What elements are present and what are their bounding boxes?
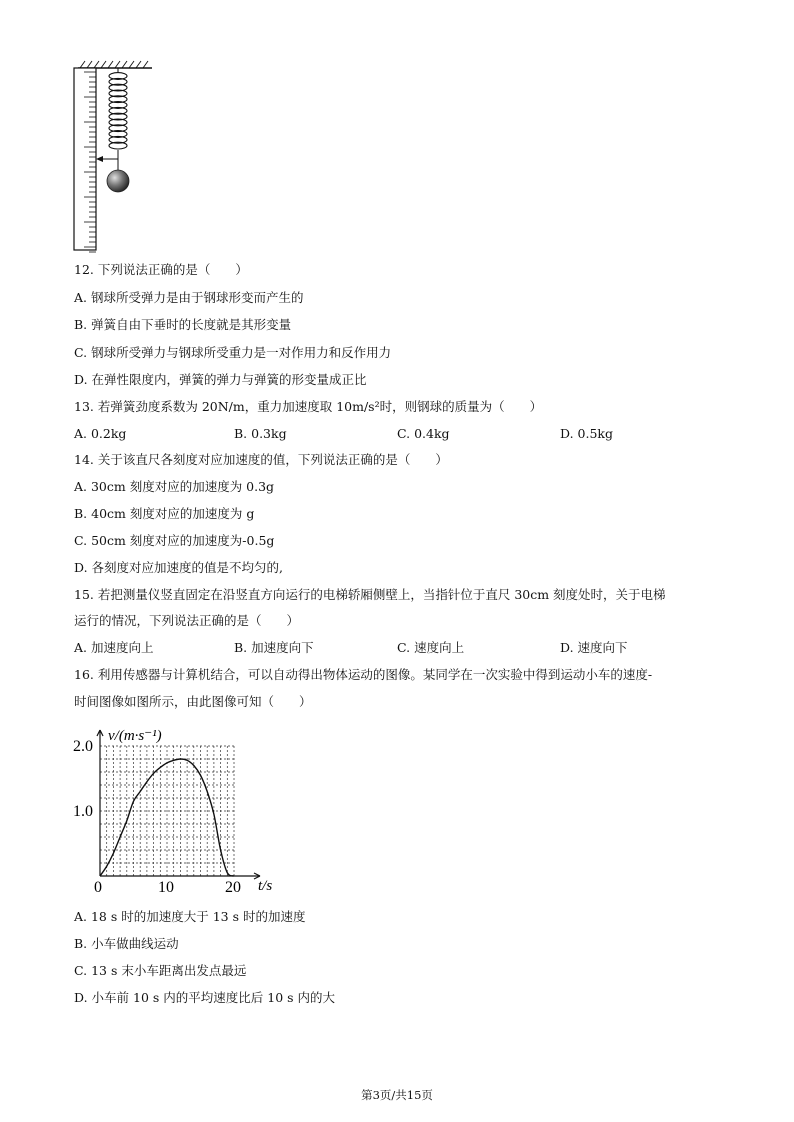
q16-stem-line1: 16. 利用传感器与计算机结合，可以自动得出物体运动的图像。某同学在一次实验中得到运动小车的速度- [74, 667, 653, 682]
q13-option-a: A. 0.2kg [74, 426, 127, 441]
y-axis-label: v/(m·s⁻¹) [108, 728, 162, 744]
q12-option-b: B. 弹簧自由下垂时的长度就是其形变量 [74, 317, 292, 332]
q16-option-a: A. 18 s 时的加速度大于 13 s 时的加速度 [74, 909, 306, 924]
q14-option-a: A. 30cm 刻度对应的加速度为 0.3g [74, 479, 275, 494]
q16-option-c: C. 13 s 末小车距离出发点最远 [74, 963, 247, 978]
x-axis-label: t/s [258, 878, 273, 894]
q13-option-c: C. 0.4kg [397, 426, 450, 441]
q13-stem: 13. 若弹簧劲度系数为 20N/m，重力加速度取 10m/s²时，则钢球的质量为（ ） [74, 399, 543, 414]
q13-option-b: B. 0.3kg [234, 426, 287, 441]
q15-option-c: C. 速度向上 [397, 640, 465, 655]
steel-ball [107, 170, 129, 192]
spring-ruler-figure [68, 58, 168, 258]
q14-option-b: B. 40cm 刻度对应的加速度为 g [74, 506, 255, 521]
q15-option-d: D. 速度向下 [560, 640, 628, 655]
q13-option-d: D. 0.5kg [560, 426, 613, 441]
q12-option-a: A. 钢球所受弹力是由于钢球形变而产生的 [74, 290, 304, 305]
x-tick-label: 10 [158, 879, 174, 896]
q15-option-a: A. 加速度向上 [74, 640, 154, 655]
q14-stem: 14. 关于该直尺各刻度对应加速度的值，下列说法正确的是（ ） [74, 452, 448, 467]
q16-option-d: D. 小车前 10 s 内的平均速度比后 10 s 内的大 [74, 990, 336, 1005]
velocity-time-chart [68, 724, 288, 899]
y-tick-label: 1.0 [73, 803, 93, 820]
x-tick-label: 0 [94, 879, 102, 896]
q14-option-d: D. 各刻度对应加速度的值是不均匀的, [74, 560, 283, 575]
q15-stem-line1: 15. 若把测量仪竖直固定在沿竖直方向运行的电梯轿厢侧壁上，当指针位于直尺 30cm 刻度处时，关于电梯 [74, 587, 666, 602]
ruler [74, 68, 96, 250]
q12-option-c: C. 钢球所受弹力与钢球所受重力是一对作用力和反作用力 [74, 345, 392, 360]
q12-option-d: D. 在弹性限度内，弹簧的弹力与弹簧的形变量成正比 [74, 372, 367, 387]
q14-option-c: C. 50cm 刻度对应的加速度为-0.5g [74, 533, 275, 548]
q15-option-b: B. 加速度向下 [234, 640, 314, 655]
q15-options [74, 640, 724, 656]
x-tick-label: 20 [225, 879, 241, 896]
y-tick-label: 2.0 [73, 738, 93, 755]
q12-stem: 12. 下列说法正确的是（ ） [74, 262, 248, 277]
q16-option-b: B. 小车做曲线运动 [74, 936, 179, 951]
q15-stem-line2: 运行的情况，下列说法正确的是（ ） [74, 613, 300, 628]
page-footer: 第3页/共15页 [361, 1088, 433, 1102]
q13-options [74, 426, 724, 442]
q16-stem-line2: 时间图像如图所示，由此图像可知（ ） [74, 694, 312, 709]
